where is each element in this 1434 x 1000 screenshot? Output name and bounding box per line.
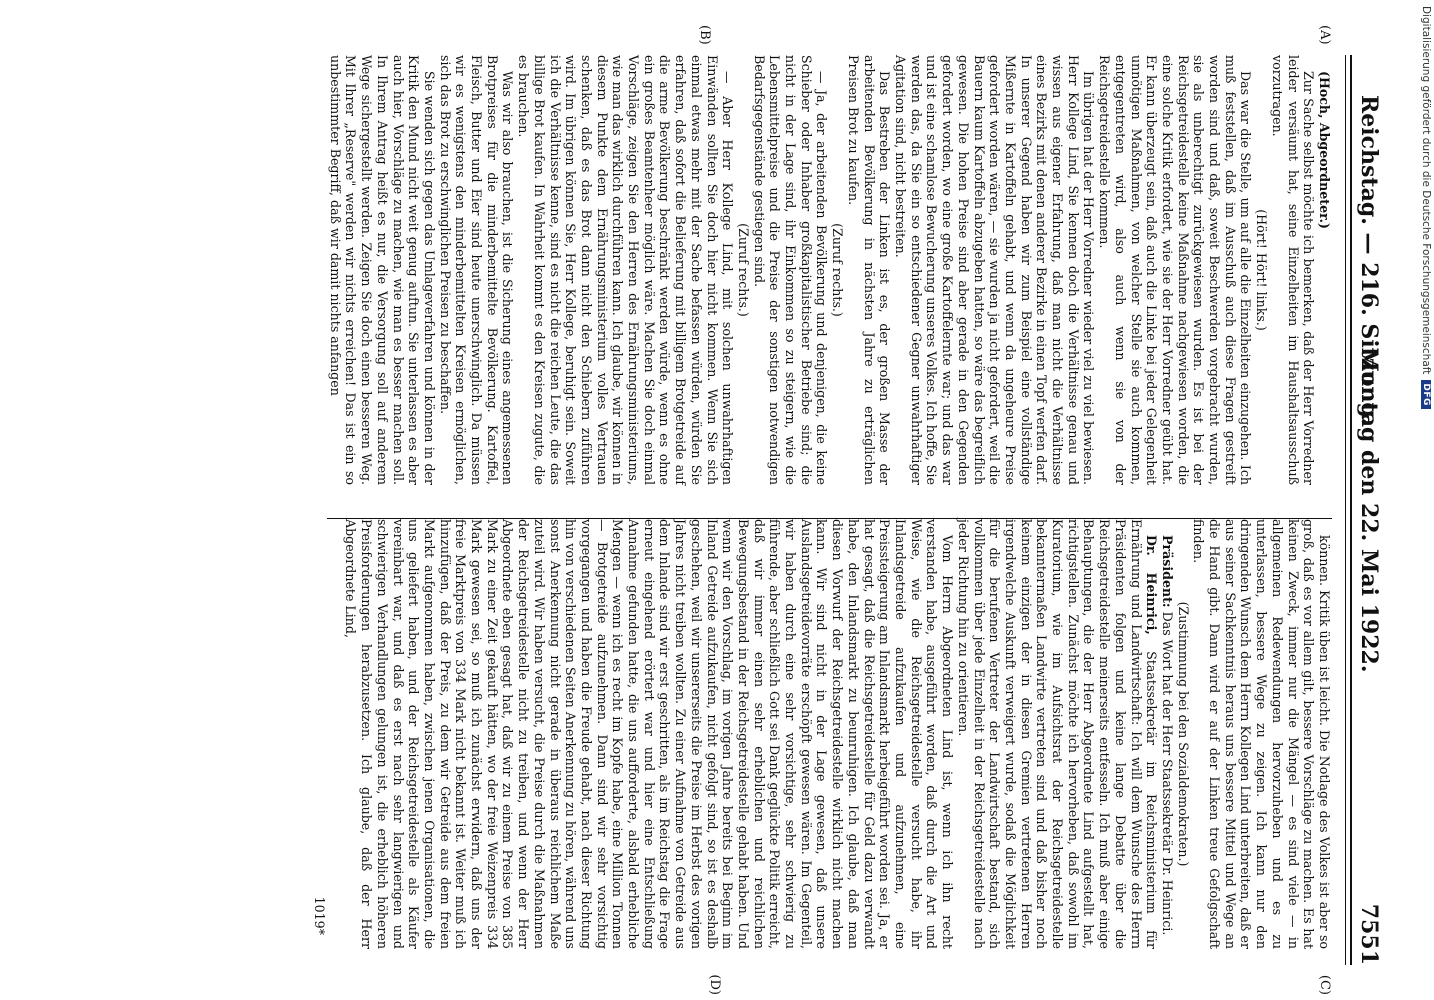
header-rule <box>1345 55 1346 965</box>
paragraph-text: Im übrigen hat der Herr Vorredner wieder viel zu viel bewiesen. Herr Kollege Lind, Sie kennen doch die Verhältnisse genau und wissen aus eigener Erfahrung, daß man nicht die Verhältnisse eines Bezirks mit denen anderer Bezirke in einen Topf werfen darf. In unserer Gegend haben wir zum Beispiel eine vollständige Mißernte in Kartoffeln gehabt, und wenn da ungeheure Preise gefordert worden wären, — sie wurden ja nicht gefordert, weil die Bauern kaum Kartoffeln abzugeben hatten, so wäre das begreiflich gewesen. Die hohen Preise sind aber gerade in den Gegenden gefordert worden, wo eine große Kartoffelernte war; und das war und ist eine schamlose Bewucherung unseres Volkes. Ich hoffe, Sie werden das, da Sie ein so entschiedener Gegner unwahrhaftiger Agitation sind, nicht bestreiten. <box>893 55 1097 485</box>
speaker-paragraph <box>955 519 1159 949</box>
paragraph-text: Staatssekretär im Reichsministerium für Ernährung und Landwirtschaft: Ich will dem Wunsche des Herrn Präsidenten folgen und keine lange Debatte über die Reichsgetreidestelle meinerseits entfesseln. Ich muß aber einige Behauptungen, die der Herr Abgeordnete Lind aufgestellt hat, richtigstellen. Zunächst möchte ich hervorheben, daß sowohl im Kuratorium, wie im Aufsichtsrat der Reichsgetreidestelle bekanntermaßen Landwirte vertreten sind und daß bisher noch keinem einzigen der in diesen Gremien vertretenen Herren irgendwelche Auskunft verweigert wurde, sodaß die Möglichkeit für die berufenen Vertreter der Landwirtschaft bestand, sich vollkommen über jede Einzelheit in der Reichsgetreidestelle nach jeder Richtung hin zu orientieren. <box>955 519 1160 949</box>
newspaper-page <box>70 25 1390 995</box>
speaker-name: Präsident: <box>1159 535 1175 608</box>
paragraph-text: — Aber Herr Kollege Lind, mit solchen unwahrhaftigen Einwänden sollten Sie doch hier nicht kommen. Wenn Sie sich einmal etwas mehr mit der Sache befassen würden, würden Sie erfahren, daß sofort die Belieferung mit billigem Brotgetreide auf die arme Bevölkerung beschränkt werden würde, wenn es ohne ein großes Beamtenheer möglich wäre. Machen Sie doch einmal Vorschläge, zeigen Sie den Herren des Ernährungsministeriums, wie man das wirklich durchführen kann. Ich glaube, wir können in diesem Punkte dem Ernährungsministerium volles Vertrauen schenken, daß es das Brot dann nicht den Schiebern zuführen wird. Im übrigen können Sie, Herr Kollege, beruhigt sein. Soweit ich die Verhältnisse kenne, sind es nicht die reichen Leute, die das billige Brot kaufen. In Wahrheit kommt es den Kreisen zugute, die es brauchen. <box>516 55 736 485</box>
dfg-notice <box>1416 0 1434 1000</box>
paragraph <box>515 55 735 485</box>
interjection: (Zuruf rechts.) <box>830 223 846 317</box>
dfg-notice-text: Digitalisierung gefördert durch die Deutsche Forschungsgemeinschaft <box>1420 6 1432 375</box>
speaker-name: (Hoch, Abgeordneter.) <box>1317 71 1332 229</box>
paragraph-text: Das Wort hat der Herr Staatssekretär Dr. Heinrici. <box>1159 611 1175 936</box>
speaker-name: Dr. Heinrici, <box>1144 535 1160 635</box>
paragraph <box>343 519 955 949</box>
text-columns <box>327 25 1332 995</box>
interjection: (Zuruf rechts.) <box>735 223 751 317</box>
paragraph-text: können. Kritik üben ist leicht. Die Notlage des Volkes ist aber so groß, daß es vor allem gilt, bessere Vorschläge zu machen. Es hat keinen Zweck, immer nur die Mängel — es sind viele — in allgemeinen Redewendungen hervorzuheben und es zu unterlassen, bessere Wege zu zeigen. Ich kann nur den dringenden Wunsch dem Herrn Kollegen Lind unterbreiten, daß er aus seiner Sachkenntnis heraus uns bessere Mittel und Wege an die Hand gibt. Dann wird er auf der Linken treue Gefolgschaft finden. <box>1191 519 1332 949</box>
dfg-logo: DFG <box>1421 380 1431 409</box>
paragraph <box>845 55 892 485</box>
header-session: Reichstag. — 216. Sitzung. <box>1356 95 1382 426</box>
paragraph <box>892 55 1096 485</box>
header-date: Montag den 22. Mai 1922. <box>1356 347 1382 673</box>
paragraph <box>1269 55 1316 485</box>
speaker-paragraph <box>1316 55 1332 485</box>
margin-marker-b: (B) <box>697 25 712 45</box>
interjection: (Hört! Hört! links.) <box>1254 209 1270 331</box>
margin-marker-a: (A) <box>1317 25 1332 45</box>
paragraph <box>751 55 830 485</box>
sheet-signature: 1019* <box>312 896 327 935</box>
margin-marker-d: (D) <box>707 974 722 995</box>
paragraph-text: Vom Herrn Abgeordneten Lind ist, wenn ich ihn recht verstanden habe, ausgeführt worden, daß durch die Art und Weise, wie die Reichsgetreidestelle versucht habe, ihr Inlandsgetreide aufzukaufen und aufzunehmen, eine Preissteigerung am Inlandsmarkt herbeigeführt worden sei. Ja, er hat gesagt, daß die Reichsgetreidestelle für Geld dazu verwandt habe, den Inlandsmarkt zu beunruhigen. Ich glaube, daß man diesen Vorwurf der Reichsgetreidestelle wirklich nicht machen kann. Wir sind nicht in der Lage gewesen, daß unsere Auslandsgetreidevorräte erschöpft gewesen wären. Im Gegenteil, wir haben durch eine sehr vorsichtige, sehr schwierig zu führende, aber schließlich Gott sei Dank geglückte Politik erreicht, daß wir immer einen sehr erheblichen und reichlichen Bewegungsbestand in der Reichsgetreidestelle gehabt haben. Und wenn wir den Vorschlag, im vorigen Jahre bereits bei Beginn im Inland Getreide aufzukaufen, nicht gefolgt sind, so ist es deshalb geschehen, weil wir unsererseits die Preise im Herbst des vorigen Jahres nicht treiben wollten. Zu einer Aufnahme von Getreide aus dem Inlande sind wir erst geschritten, als im Reichstag die Frage erneut eingehend erörtert war und hier eine Entschließung Annahme gefunden hatte, die uns aufforderte, alsbald erhebliche Mengen — wenn ich es recht im Kopfe habe, eine Million Tonnen — Brotgetreide aufzunehmen. Dann sind wir sehr vorsichtig vorgegangen und haben die Freude gehabt, nach dieser Richtung hin von verschiedenen Seiten Anerkennung zu hören, während uns sonst Anerkennung nicht gerade in überaus reichlichem Maße zuteil wird. Wir haben versucht, die Preise durch die Maßnahmen der Reichsgetreidestelle nicht zu treiben, und wenn der Herr Abgeordnete eben gesagt hat, daß wir zu einem Preise von 385 Mark zu einer Zeit gekauft hätten, wo der freie Weizenpreis 334 Mark gewesen sei, so muß ich zunächst erwidern, daß uns der freie Marktpreis von 334 Mark nicht bekannt ist. Weiter muß ich hinzufügen, daß der Preis, zu dem wir Getreide aus dem freien Markt aufgenommen haben, zwischen jenen Organisationen, die uns geliefert haben, und der Reichsgetreidestelle als Käufer vereinbart war, und daß es erst nach sehr langwierigen und schwierigen Verhandlungen gelungen ist, die erheblich höheren Preisforderungen herabzusetzen. Ich glaube, daß der Herr Abgeordnete Lind, <box>343 519 956 949</box>
paragraph-text: — Ja, der arbeitenden Bevölkerung und denjenigen, die keine Schieber oder Inhaber großkapitalistischer Betriebe sind; die nicht in der Lage sind, ihr Einkommen so zu steigern, wie die Lebensmittelpreise und die Preise der sonstigen notwendigen Bedarfsgegenstände gestiegen sind. <box>751 55 830 485</box>
left-column <box>327 55 1332 485</box>
paragraph <box>1191 519 1332 949</box>
right-column <box>327 519 1332 949</box>
paragraph-text: Was wir also brauchen, ist die Sicherung eines angemessenen Brotpreises für die minderbemittelte Bevölkerung. Kartoffel, Fleisch, Butter und Eier sind heute unerschwinglich. Da müssen wir es wenigstens den minderbemittelten Kreisen ermöglichen, sich das Brot zu erschwinglichen Preisen zu beschaffen. <box>437 55 516 485</box>
column-divider <box>327 518 1332 519</box>
paragraph-text: Zur Sache selbst möchte ich bemerken, daß der Herr Vorredner leider versäumt hat, seine Einzelheiten im Haushaltsausschuß vorzutragen. <box>1269 55 1317 485</box>
interjection: (Zustimmung bei den Sozialdemokraten.) <box>1175 601 1191 867</box>
paragraph-text: Sie wenden sich gegen das Umlageverfahren und können in der Kritik den Mund nicht weit genug auftun. Sie unterlassen es aber auch hier, Vorschläge zu machen, wie man es besser machen soll. In Ihrem Antrag heißt es nur, die Versorgung soll auf anderem Wege sichergestellt werden. Zeigen Sie doch einen besseren Weg. Mit Ihrer „Reserve" werden wir nichts erreichen! Das ist ein so unbestimmter Begriff, daß wir damit nichts anfangen <box>327 55 437 485</box>
speaker-paragraph <box>1159 519 1175 949</box>
paragraph-text: Das war die Stelle, um auf alle die Einzelheiten einzugehen. Ich muß feststellen, daß im Ausschuß auch diese Fragen gestreift worden sind und daß, soweit Beschwerden vorgebracht wurden, sie als unberechtigt zurückgewiesen wurden. Es ist bei der Reichsgetreidestelle keine Maßnahme nachgewiesen worden, die eine solche Kritik erfordert, wie sie der Herr Vorredner geübt hat. Er kann überzeugt sein, daß auch die Linke bei jeder Gelegenheit unnötigen Maßnahmen, von welcher Stelle sie auch kommen, entgegentreten wird, also auch wenn sie von der Reichsgetreidestelle kommen. <box>1097 55 1254 485</box>
page-header <box>1350 55 1390 965</box>
paragraph <box>437 55 516 485</box>
paragraph-text: Das Bestreben der Linken ist es, der großen Masse der arbeitenden Bevölkerung in nächsten Jahre zu erträglichen Preisen Brot zu kaufen. <box>845 55 893 485</box>
paragraph <box>327 55 437 485</box>
paragraph <box>1096 55 1253 485</box>
page-number: 7551 <box>1356 903 1382 965</box>
margin-marker-c: (C) <box>1317 974 1332 995</box>
